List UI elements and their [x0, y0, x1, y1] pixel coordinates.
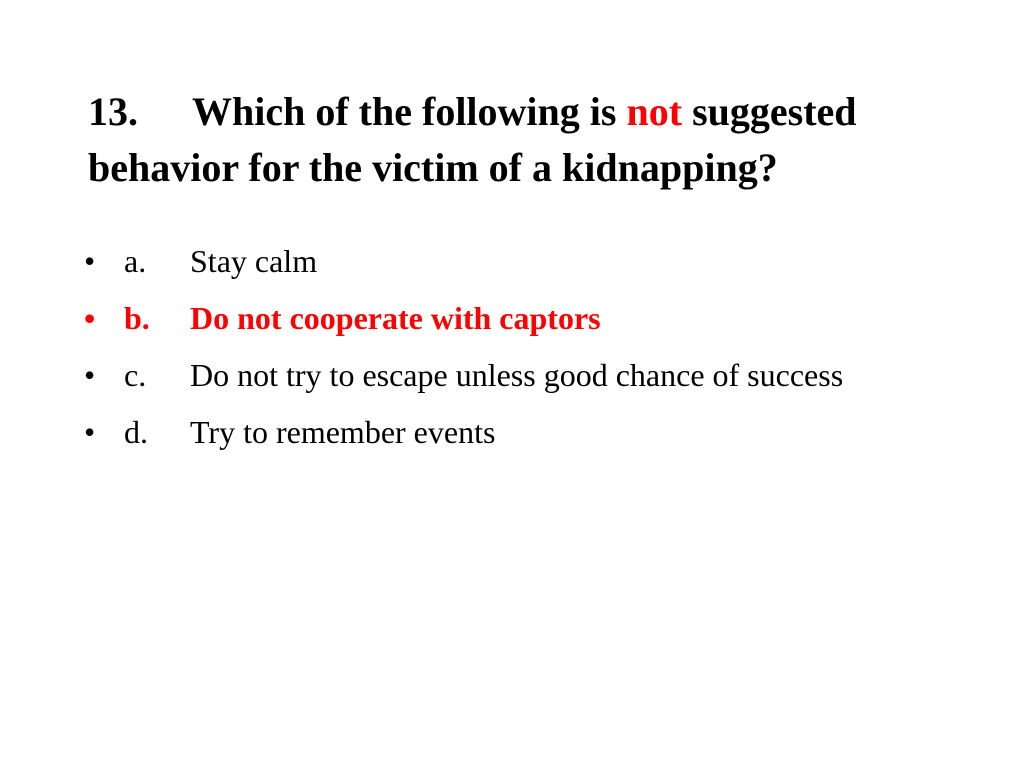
option-letter: d. [124, 414, 148, 450]
answer-options-list [84, 240, 984, 468]
answer-option-d [84, 411, 984, 453]
question-number: 13. [88, 89, 138, 134]
question-text-after: suggested behavior for the victim of a kidnapping? [88, 89, 857, 190]
option-text: Stay calm [190, 243, 318, 279]
option-letter: a. [124, 243, 147, 279]
bullet-icon: • [84, 243, 96, 279]
option-text: Do not cooperate with captors [190, 300, 601, 336]
option-text: Do not try to escape unless good chance of success [190, 357, 844, 393]
question-title [88, 84, 988, 196]
question-emphasis: not [626, 89, 683, 134]
option-text: Try to remember events [190, 414, 496, 450]
option-letter: b. [124, 300, 150, 336]
bullet-icon: • [84, 414, 96, 450]
bullet-icon: • [84, 357, 96, 393]
question-text-before: Which of the following is [192, 89, 627, 134]
answer-option-a [84, 240, 984, 282]
answer-option-b [84, 297, 984, 339]
bullet-icon: • [84, 300, 96, 336]
option-letter: c. [124, 357, 147, 393]
answer-option-c [84, 354, 984, 396]
